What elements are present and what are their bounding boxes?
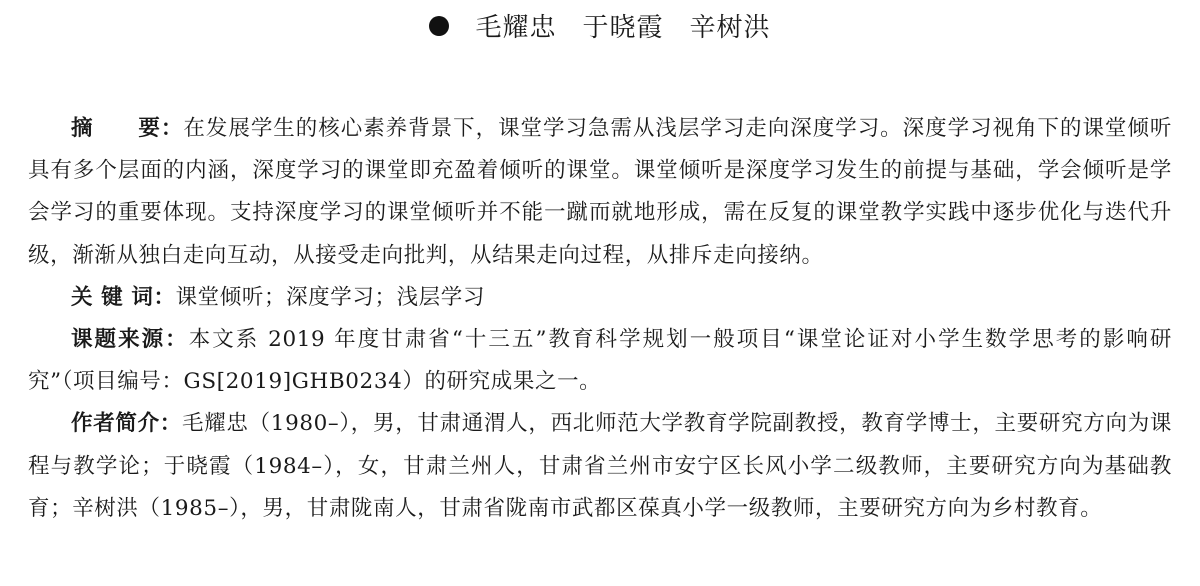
author-line (0, 10, 1200, 46)
author-bio-text: 毛耀忠（1980–），男，甘肃通渭人，西北师范大学教育学院副教授，教育学博士，主要研究方向为课程与教学论；于晓霞（1984–），女，甘肃兰州人，甘肃省兰州市安宁区长风小学二级教师，主要研究方向为基础教育；辛树洪（1985–），男，甘肃陇南人，甘肃省陇南市武都区葆真小学一级教师，主要研究方向为乡村教育。 (28, 411, 1172, 521)
author-name: 毛耀忠 (475, 13, 557, 43)
abstract-text: 在发展学生的核心素养背景下，课堂学习急需从浅层学习走向深度学习。深度学习视角下的课堂倾听具有多个层面的内涵，深度学习的课堂即充盈着倾听的课堂。课堂倾听是深度学习发生的前提与基础，学会倾听是学会学习的重要体现。支持深度学习的课堂倾听并不能一蹴而就地形成，需在反复的课堂教学实践中逐步优化与迭代升级，渐渐从独白走向互动，从接受走向批判，从结果走向过程，从排斥走向接纳。 (28, 116, 1172, 268)
keywords-label: 关 键 词： (71, 284, 176, 310)
author-bio-label: 作者简介： (71, 411, 182, 437)
funding-paragraph (28, 319, 1172, 403)
front-matter (28, 108, 1172, 530)
bullet-icon (429, 16, 449, 36)
abstract-label: 摘 要： (71, 116, 184, 141)
author-name: 辛树洪 (689, 13, 771, 43)
author-name: 于晓霞 (582, 13, 664, 43)
funding-label: 课题来源： (71, 327, 189, 353)
keywords-paragraph (28, 277, 1172, 319)
abstract-paragraph (28, 108, 1172, 277)
author-bio-paragraph (28, 403, 1172, 530)
keywords-text: 课堂倾听；深度学习；浅层学习 (175, 284, 485, 310)
funding-text: 本文系 2019 年度甘肃省“十三五”教育科学规划一般项目“课堂论证对小学生数学思考的影响研究”（项目编号：GS[2019]GHB0234）的研究成果之一。 (28, 327, 1172, 395)
